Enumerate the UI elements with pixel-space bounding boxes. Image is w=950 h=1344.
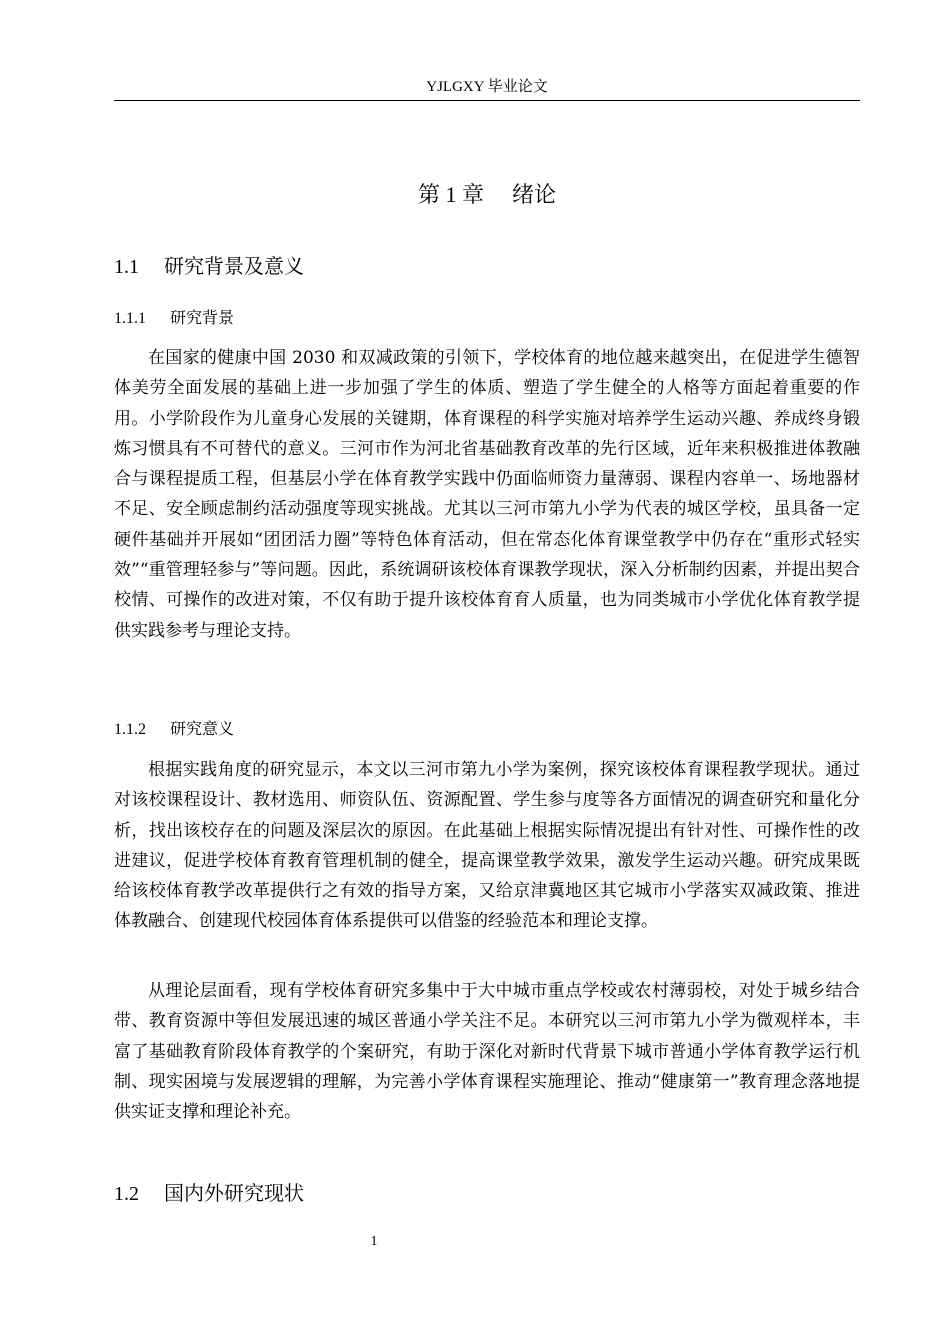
page-number: 1 [370,1234,378,1249]
paragraph-research-significance-theory: 从理论层面看，现有学校体育研究多集中于大中城市重点学校或农村薄弱校，对处于城乡结合带、教育资源中等但发展迅速的城区普通小学关注不足。本研究以三河市第九小学为微观样本，丰富了基础教育阶段体育教学的个案研究，有助于深化对新时代背景下城市普通小学体育教学运行机制、现实困境与发展逻辑的理解，为完善小学体育课程实施理论、推动“健康第一”教育理念落地提供实证支撑和理论补充。 [114,981,860,1123]
subsection-number: 1.1.1 [114,310,146,327]
subsection-number: 1.1.2 [114,721,146,738]
section-number: 1.2 [114,1183,139,1205]
section-number: 1.1 [114,256,139,278]
chapter-number: 第 1 章 [417,182,484,207]
paragraph-research-background: 在国家的健康中国 2030 和双减政策的引领下，学校体育的地位越来越突出，在促进学生德智体美劳全面发展的基础上进一步加强了学生的体质、塑造了学生健全的人格等方面起着重要的作用。小学阶段作为儿童身心发展的关键期，体育课程的科学实施对培养学生运动兴趣、养成终身锻炼习惯具有不可替代的意义。三河市作为河北省基础教育改革的先行区域，近年来积极推进体教融合与课程提质工程，但基层小学在体育教学实践中仍面临师资力量薄弱、课程内容单一、场地器材不足、安全顾虑制约活动强度等现实挑战。尤其以三河市第九小学为代表的城区学校，虽具备一定硬件基础并开展如“团团活力圈”等特色体育活动，但在常态化体育课堂教学中仍存在“重形式轻实效”“重管理轻参与”等问题。因此，系统调研该校体育课教学现状，深入分析制约因素，并提出契合校情、可操作的改进对策，不仅有助于提升该校体育育人质量，也为同类城市小学优化体育教学提供实践参考与理论支持。 [114,348,860,641]
section-heading-1-1 [114,252,860,281]
section-heading-1-2 [114,1179,860,1208]
paragraph-research-significance-practice: 根据实践角度的研究显示，本文以三河市第九小学为案例，探究该校体育课程教学现状。通过对该校课程设计、教材选用、师资队伍、资源配置、学生参与度等各方面情况的调查研究和量化分析，找出该校存在的问题及深层次的原因。在此基础上根据实际情况提出有针对性、可操作性的改进建议，促进学校体育教育管理机制的健全，提高课堂教学效果，激发学生运动兴趣。研究成果既给该校体育教学改革提供行之有效的指导方案，又给京津冀地区其它城市小学落实双减政策、推进体教融合、创建现代校园体育体系提供可以借鉴的经验范本和理论支撑。 [114,760,860,932]
section-title: 国内外研究现状 [164,1181,304,1205]
subsection-title: 研究意义 [170,719,235,738]
section-title: 研究背景及意义 [164,254,304,278]
subsection-heading-1-1-1 [114,306,860,331]
chapter-name: 绪论 [511,183,556,208]
header-rule [114,100,860,101]
running-header: YJLGXY 毕业论文 [426,79,548,95]
chapter-title [114,180,860,211]
subsection-heading-1-1-2 [114,717,860,742]
subsection-title: 研究背景 [170,308,235,327]
